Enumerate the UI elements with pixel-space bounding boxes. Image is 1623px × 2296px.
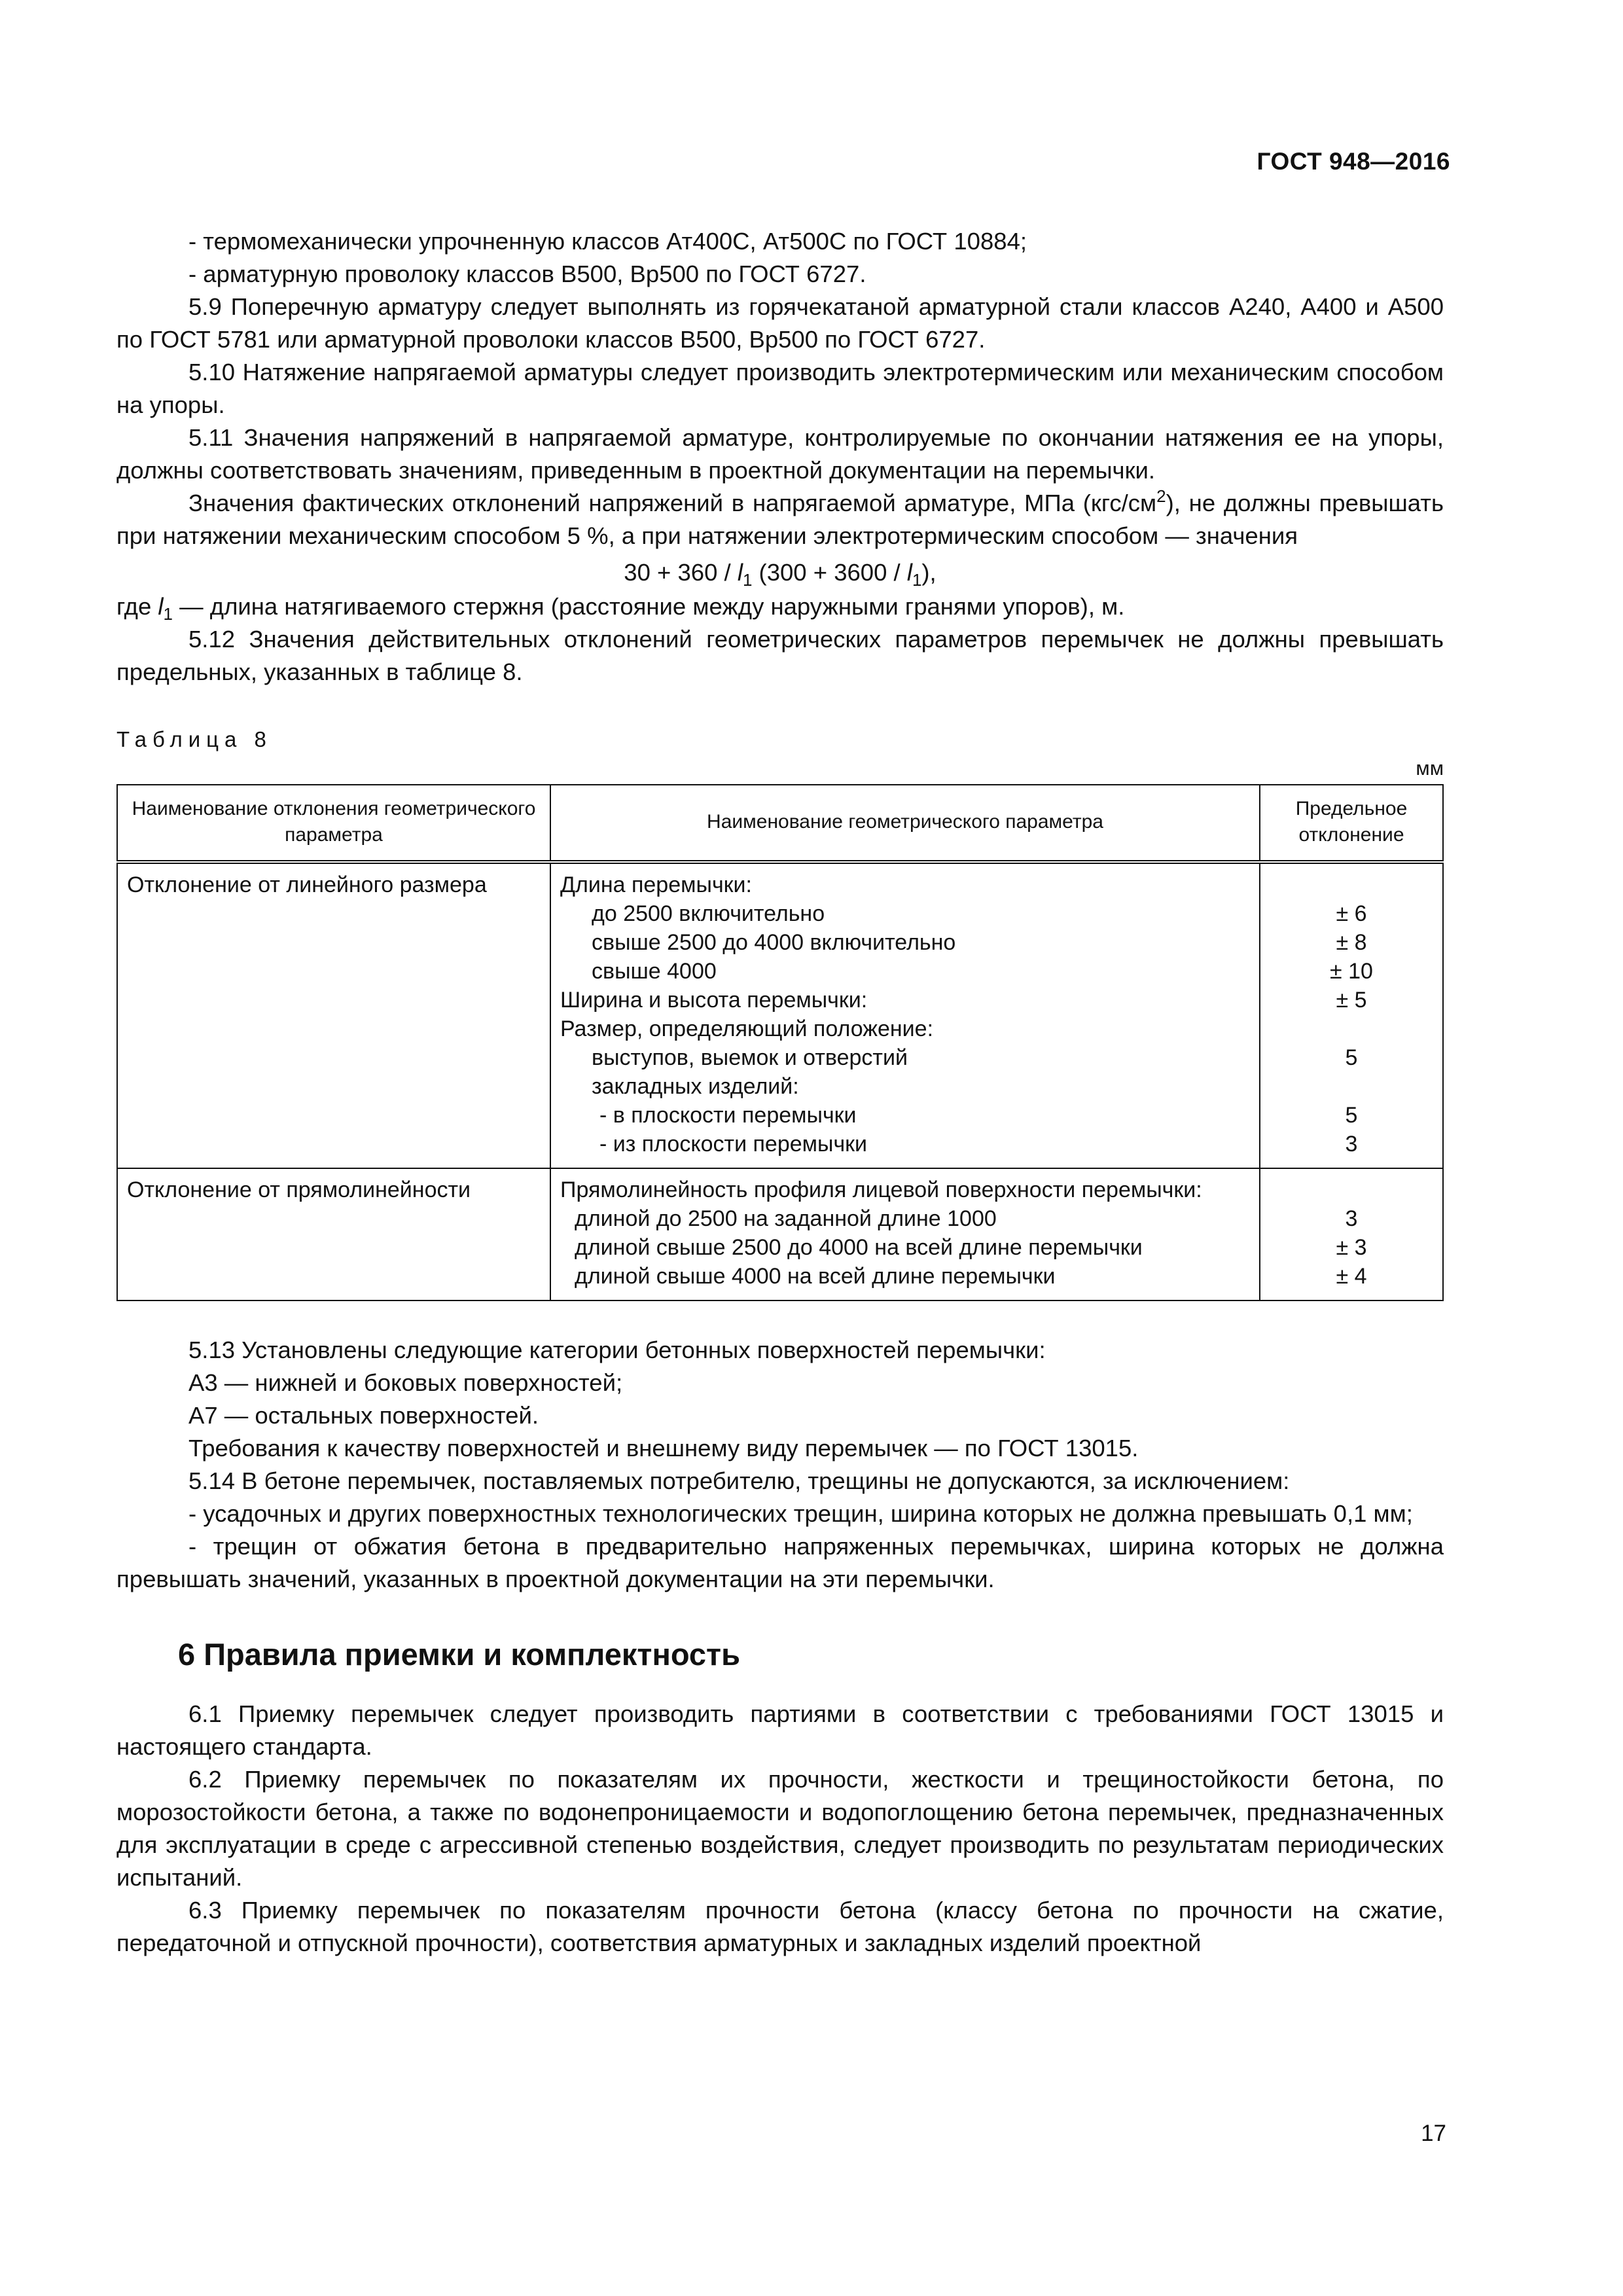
formula: $30 + 360 / l_1$ $(300 + 3600 / l_1)$, xyxy=(624,559,936,590)
paragraph-wire-class: - арматурную проволоку классов В500, Вр500 по ГОСТ 6727. xyxy=(188,260,866,287)
row-straightness-deviation-name: Отклонение от прямолинейности xyxy=(117,1168,550,1300)
paragraph-5-13: 5.13 Установлены следующие категории бетонных поверхностей перемычки: xyxy=(188,1336,1046,1363)
deviation-text-a: Значения фактических отклонений напряжений в напрягаемой арматуре, МПа (кгс/см xyxy=(188,490,1157,516)
paragraph-shrinkage-cracks: - усадочных и других поверхностных технологических трещин, ширина которых не должна превышать 0,1 мм; xyxy=(188,1500,1413,1527)
paragraph-6-3: 6.3 Приемку перемычек по показателям прочности бетона (классу бетона по прочности на сжатие, передаточной и отпускной прочности), соответствия арматурных и закладных изделий проектной xyxy=(116,1897,1444,1956)
paragraph-5-9: 5.9 Поперечную арматуру следует выполнять из горячекатаной арматурной стали классов А240, А400 и А500 по ГОСТ 5781 или арматурной проволоки классов В500, Вр500 по ГОСТ 6727. xyxy=(116,293,1444,353)
paragraph-5-11: 5.11 Значения напряжений в напрягаемой арматуре, контролируемые по окончании натяжения ее на упоры, должны соответствовать значениям, приведенным в проектной документации на перемычки. xyxy=(116,424,1444,484)
paragraph-compression-cracks: - трещин от обжатия бетона в предварительно напряженных перемычках, ширина которых не должна превышать значений, указанных в проектной документации на эти перемычки. xyxy=(116,1533,1444,1592)
row-straightness-parameters: Прямолинейность профиля лицевой поверхности перемычки: длиной до 2500 на заданной длине 1000 длиной свыше 2500 до 4000 на всей длине перемычки длиной свыше 4000 на всей длине перемычки xyxy=(550,1168,1260,1300)
paragraph-surface-quality: Требования к качеству поверхностей и внешнему виду перемычек — по ГОСТ 13015. xyxy=(188,1435,1139,1462)
paragraph-stress-deviation xyxy=(116,487,1444,552)
paragraph-a7: А7 — остальных поверхностей. xyxy=(188,1402,539,1429)
deviation-superscript: 2 xyxy=(1156,486,1166,506)
paragraph-6-2: 6.2 Приемку перемычек по показателям их прочности, жесткости и трещиностойкости бетона, по морозостойкости бетона, а также по водонепроницаемости и водопоглощению бетона перемычек, предназначенных для эксплуатации в среде с агрессивной степенью воздействия, следует производить по результатам периодических испытаний. xyxy=(116,1766,1444,1891)
section-6-heading: 6 Правила приемки и комплектность xyxy=(178,1637,740,1672)
table-caption: Таблица 8 xyxy=(116,727,272,751)
header-limit-deviation: Предельное отклонение xyxy=(1260,785,1443,862)
row-linear-deviation-name: Отклонение от линейного размера xyxy=(117,862,550,1168)
page-content xyxy=(116,225,1444,1960)
table-unit: мм xyxy=(1416,757,1444,780)
post-table-block xyxy=(116,1334,1444,1596)
page-number: 17 xyxy=(1421,2121,1446,2146)
paragraph-5-14: 5.14 В бетоне перемычек, поставляемых потребителю, трещины не допускаются, за исключением: xyxy=(188,1467,1290,1494)
paragraph-rebar-class: - термомеханически упрочненную классов Ат400С, Ат500С по ГОСТ 10884; xyxy=(188,228,1027,255)
document-code-header: ГОСТ 948—2016 xyxy=(1257,148,1450,175)
row-linear-values: ± 6 ± 8 ± 10 ± 5 5 5 3 xyxy=(1260,862,1443,1168)
table-row xyxy=(117,1168,1443,1300)
table-row xyxy=(117,862,1443,1168)
paragraph-a3: А3 — нижней и боковых поверхностей; xyxy=(188,1369,623,1396)
row-linear-parameters: Длина перемычки: до 2500 включительно свыше 2500 до 4000 включительно свыше 4000 Ширина и высота перемычки: Размер, определяющий положение: выступов, выемок и отверстий закладных изделий: - в плоскости перемычки - из плоскости перемычки xyxy=(550,862,1260,1168)
header-deviation-name: Наименование отклонения геометрического параметра xyxy=(117,785,550,862)
deviation-table xyxy=(116,784,1444,1301)
header-parameter-name: Наименование геометрического параметра xyxy=(550,785,1260,862)
paragraph-6-1: 6.1 Приемку перемычек следует производить партиями в соответствии с требованиями ГОСТ 13015 и настоящего стандарта. xyxy=(116,1700,1444,1760)
paragraph-where-clause: где $l_1$ — длина натягиваемого стержня (расстояние между наружными гранями упоров), м. xyxy=(116,593,1125,624)
deviation-text-b: ), не должны превышать при натяжении механическим способом 5 %, а при натяжении электротермическим способом — значения xyxy=(116,490,1444,549)
row-straightness-values: 3 ± 3 ± 4 xyxy=(1260,1168,1443,1300)
paragraph-5-10: 5.10 Натяжение напрягаемой арматуры следует производить электротермическим или механическим способом на упоры. xyxy=(116,359,1444,418)
paragraph-5-12: 5.12 Значения действительных отклонений геометрических параметров перемычек не должны превышать предельных, указанных в таблице 8. xyxy=(116,626,1444,685)
table-header-row xyxy=(117,785,1443,862)
